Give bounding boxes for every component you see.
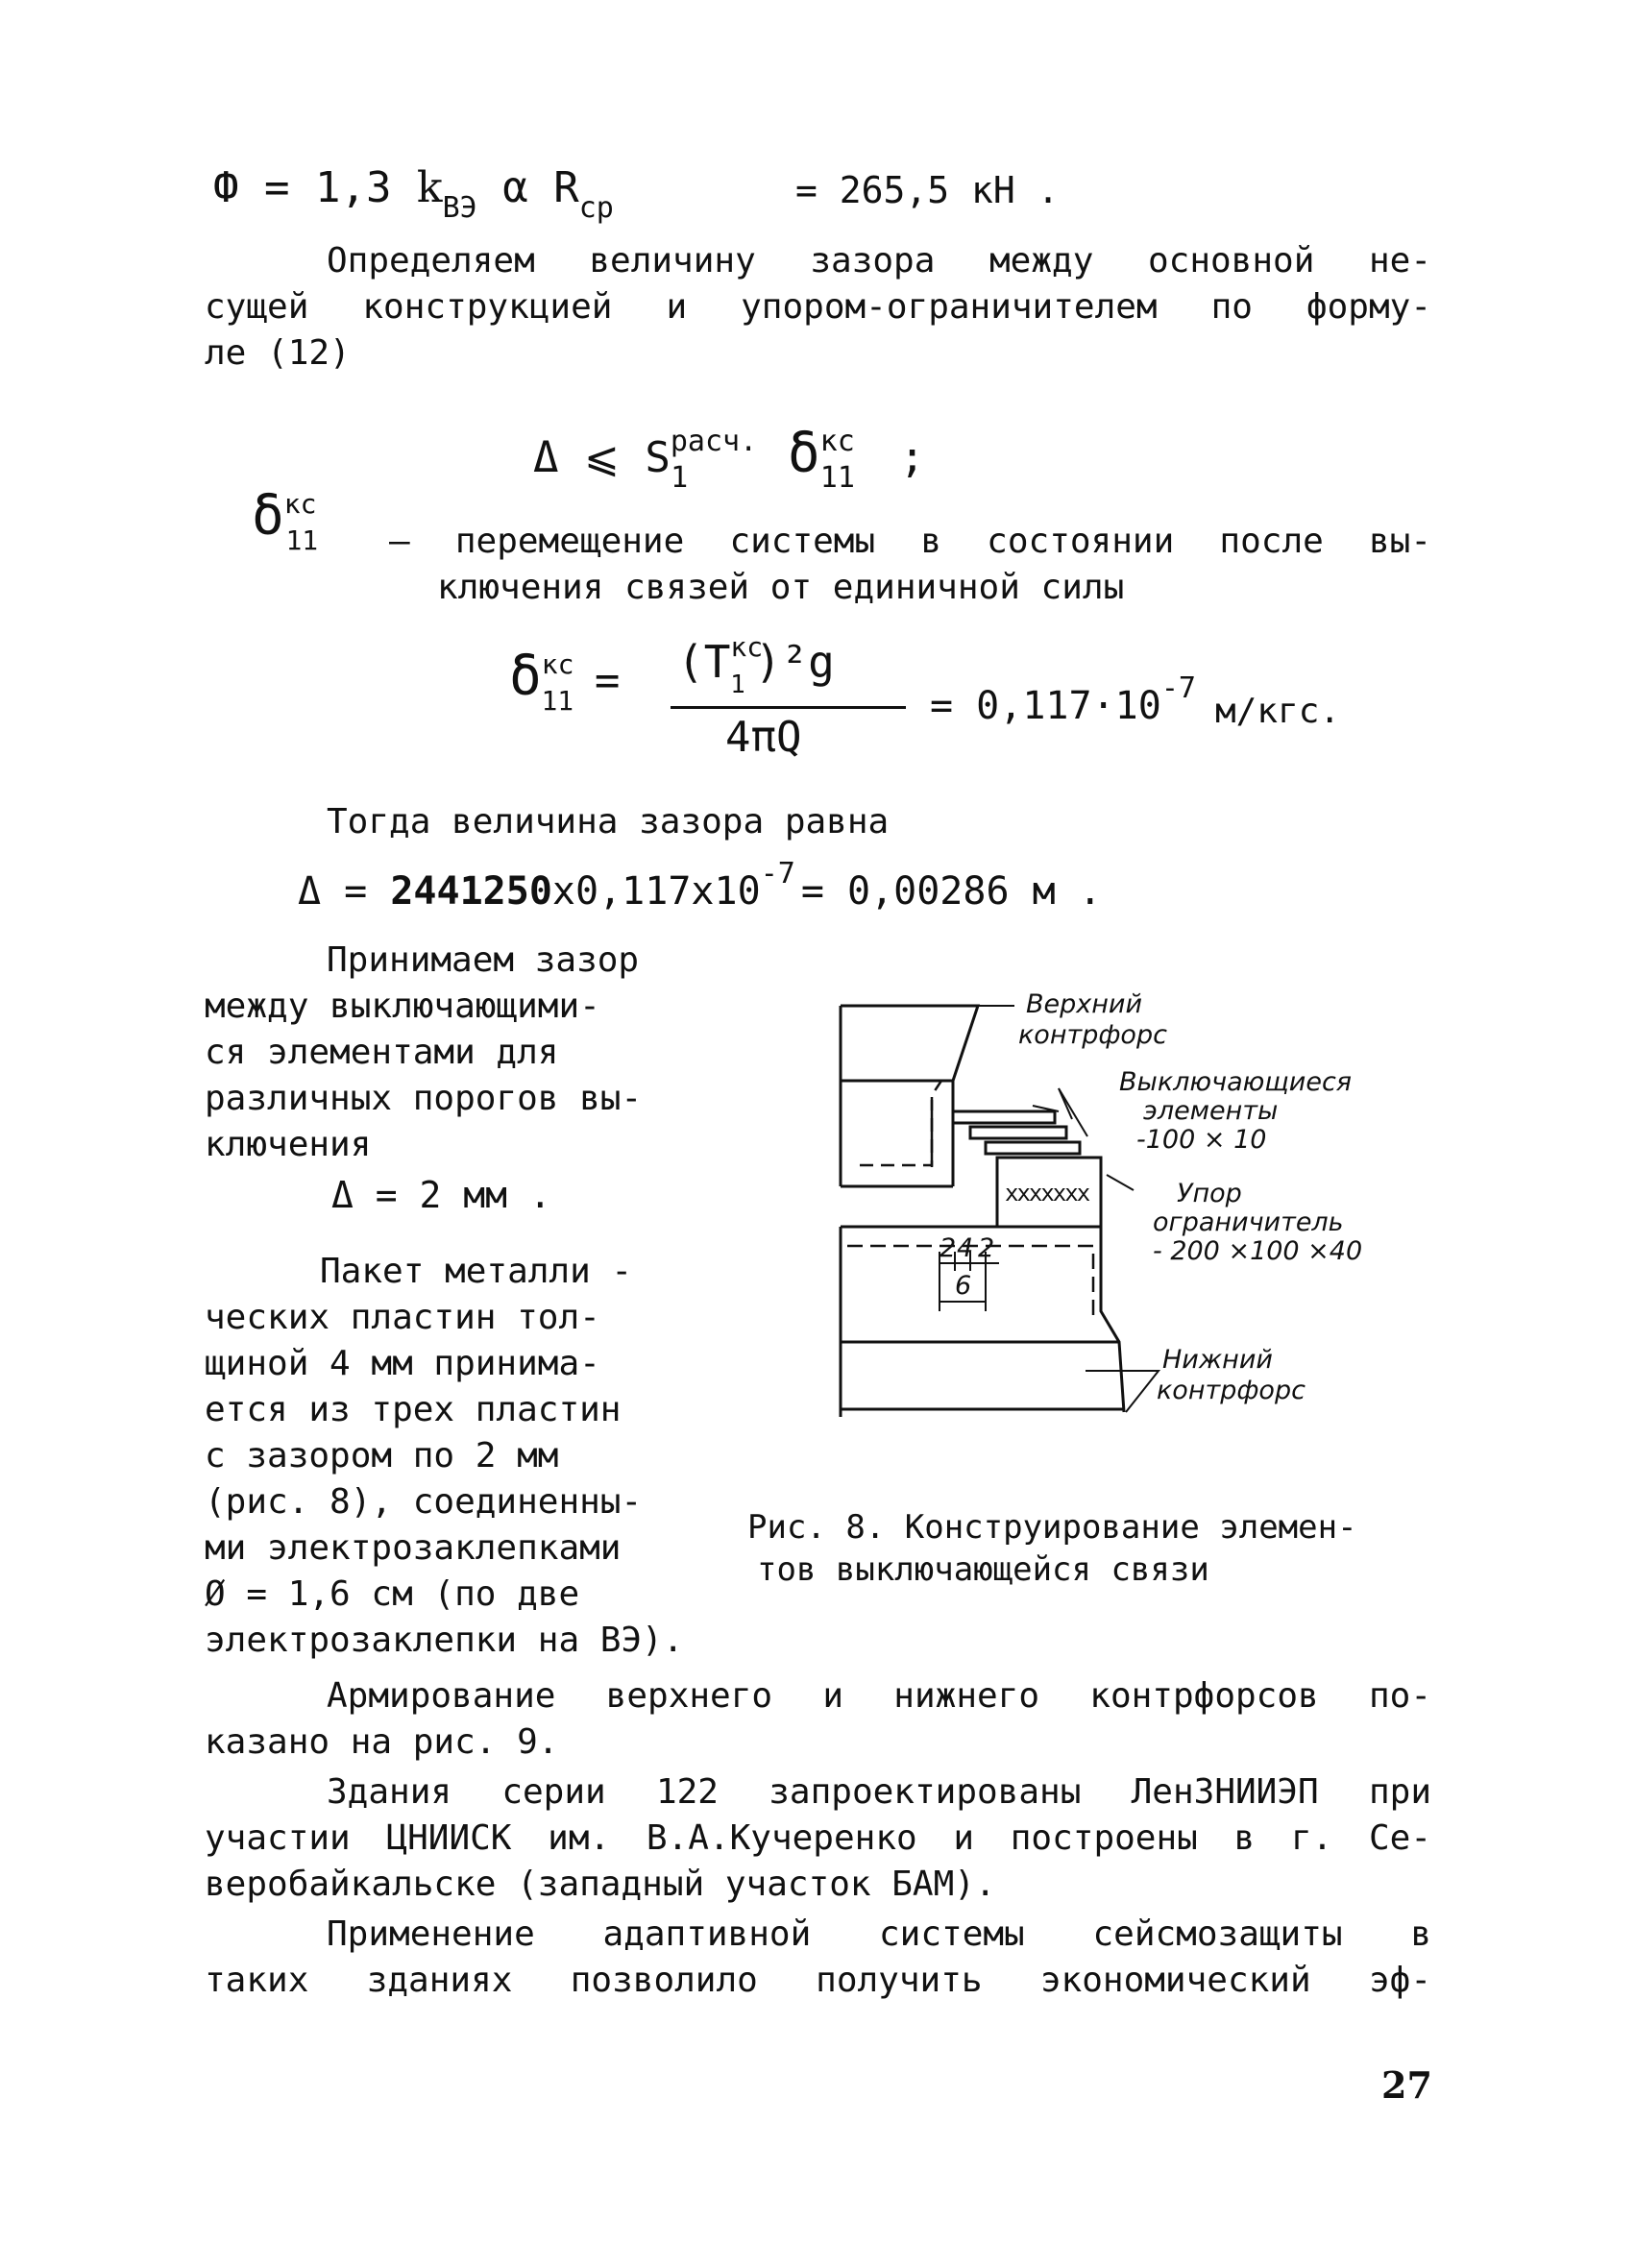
definition-text-2: ключения связей от единичной силы <box>437 568 1125 607</box>
figure-crosses: xxxxxxx <box>1005 1180 1089 1207</box>
formula-delta11-numerator: ($T^{кс}_1$ )²g <box>677 631 835 699</box>
dimension-6: 6 <box>955 1271 972 1301</box>
paragraph-adaptive-system: Применение адаптивной системы сейсмозащиты в <box>327 1914 1431 1954</box>
formula-delta-condition: Δ ⩽ $S^{расч.}_1$ $\delta^{кс}_{11}$ ; <box>533 423 925 495</box>
paragraph-series-122-2: участии ЦНИИСК им. В.А.Кучеренко и построены в г. Се- <box>205 1818 1431 1858</box>
formula-delta11-result: = $0,117\cdot 10^{-7}$ <box>930 671 1196 728</box>
formula-gap: $\Delta = 2441250x0,117x10^{-7} = 0,00286$ м . <box>298 857 1102 914</box>
label-disabling-elements: Выключающиеся элементы -100 × 10 <box>1119 1067 1353 1155</box>
paragraph-gap-definition: Определяем величину зазора между основной не- <box>327 241 1431 280</box>
label-upper-buttress: Верхний контрфорс <box>1018 989 1167 1050</box>
label-stop-limiter: Упор ограничитель - 200 ×100 ×40 <box>1153 1179 1363 1266</box>
dimension-2a: 2 <box>940 1233 957 1263</box>
dimension-2b: 2 <box>978 1233 995 1263</box>
formula-delta11-unit: м/кгс. <box>1215 692 1341 731</box>
page-number: 27 <box>1381 2063 1432 2107</box>
formula-phi: Ф = 1,3 $k_{ВЭ}$ α $R_{ср}$ <box>213 163 614 225</box>
label-lower-buttress: Нижний контрфорс <box>1157 1345 1306 1405</box>
definition-symbol: $\delta^{кс}_{11}$ <box>252 485 319 556</box>
formula-delta11-denominator: 4πQ <box>725 713 802 762</box>
paragraph-adaptive-system-2: таких зданиях позволило получить экономический эф- <box>205 1961 1431 2000</box>
paragraph-gap-definition-3: ле (12) <box>205 333 351 373</box>
paragraph-accept-gap: Принимаем зазор между выключающими- ся элементами для различных порогов вы- ключения <box>205 940 643 1164</box>
paragraph-series-122-3: веробайкальске (западный участок БАМ). <box>205 1865 996 1904</box>
dimension-4: 4 <box>957 1233 974 1263</box>
paragraph-reinforcement: Армирование верхнего и нижнего контрфорсов по- <box>327 1676 1431 1716</box>
accept-gap-value: Δ = 2 мм . <box>331 1174 551 1216</box>
paragraph-plate-package: Пакет металли - ческих пластин тол- щиной 4 мм принима- ется из трех пластин с зазором по 2 мм (рис. 8), соединенны- ми электрозаклепками Ø = 1,6 см (по две электрозаклепки на ВЭ). <box>205 1252 684 1660</box>
paragraph-reinforcement-2: казано на рис. 9. <box>205 1722 559 1762</box>
paragraph-series-122: Здания серии 122 запроектированы ЛенЗНИИЭП при <box>327 1772 1431 1812</box>
formula-delta11-lhs: $\delta^{кс}_{11}$ = <box>509 646 621 717</box>
fraction-bar <box>671 706 906 709</box>
paragraph-gap-value: Тогда величина зазора равна <box>327 802 890 841</box>
paragraph-gap-definition-2: сущей конструкцией и упором-ограничителем по форму- <box>205 287 1431 327</box>
figure-8-caption: Рис. 8. Конструирование элемен- тов выключающейся связи <box>747 1508 1357 1589</box>
formula-phi-result: = 265,5 кН . <box>795 169 1060 211</box>
definition-text: – перемещение системы в состоянии после вы- <box>389 522 1431 561</box>
